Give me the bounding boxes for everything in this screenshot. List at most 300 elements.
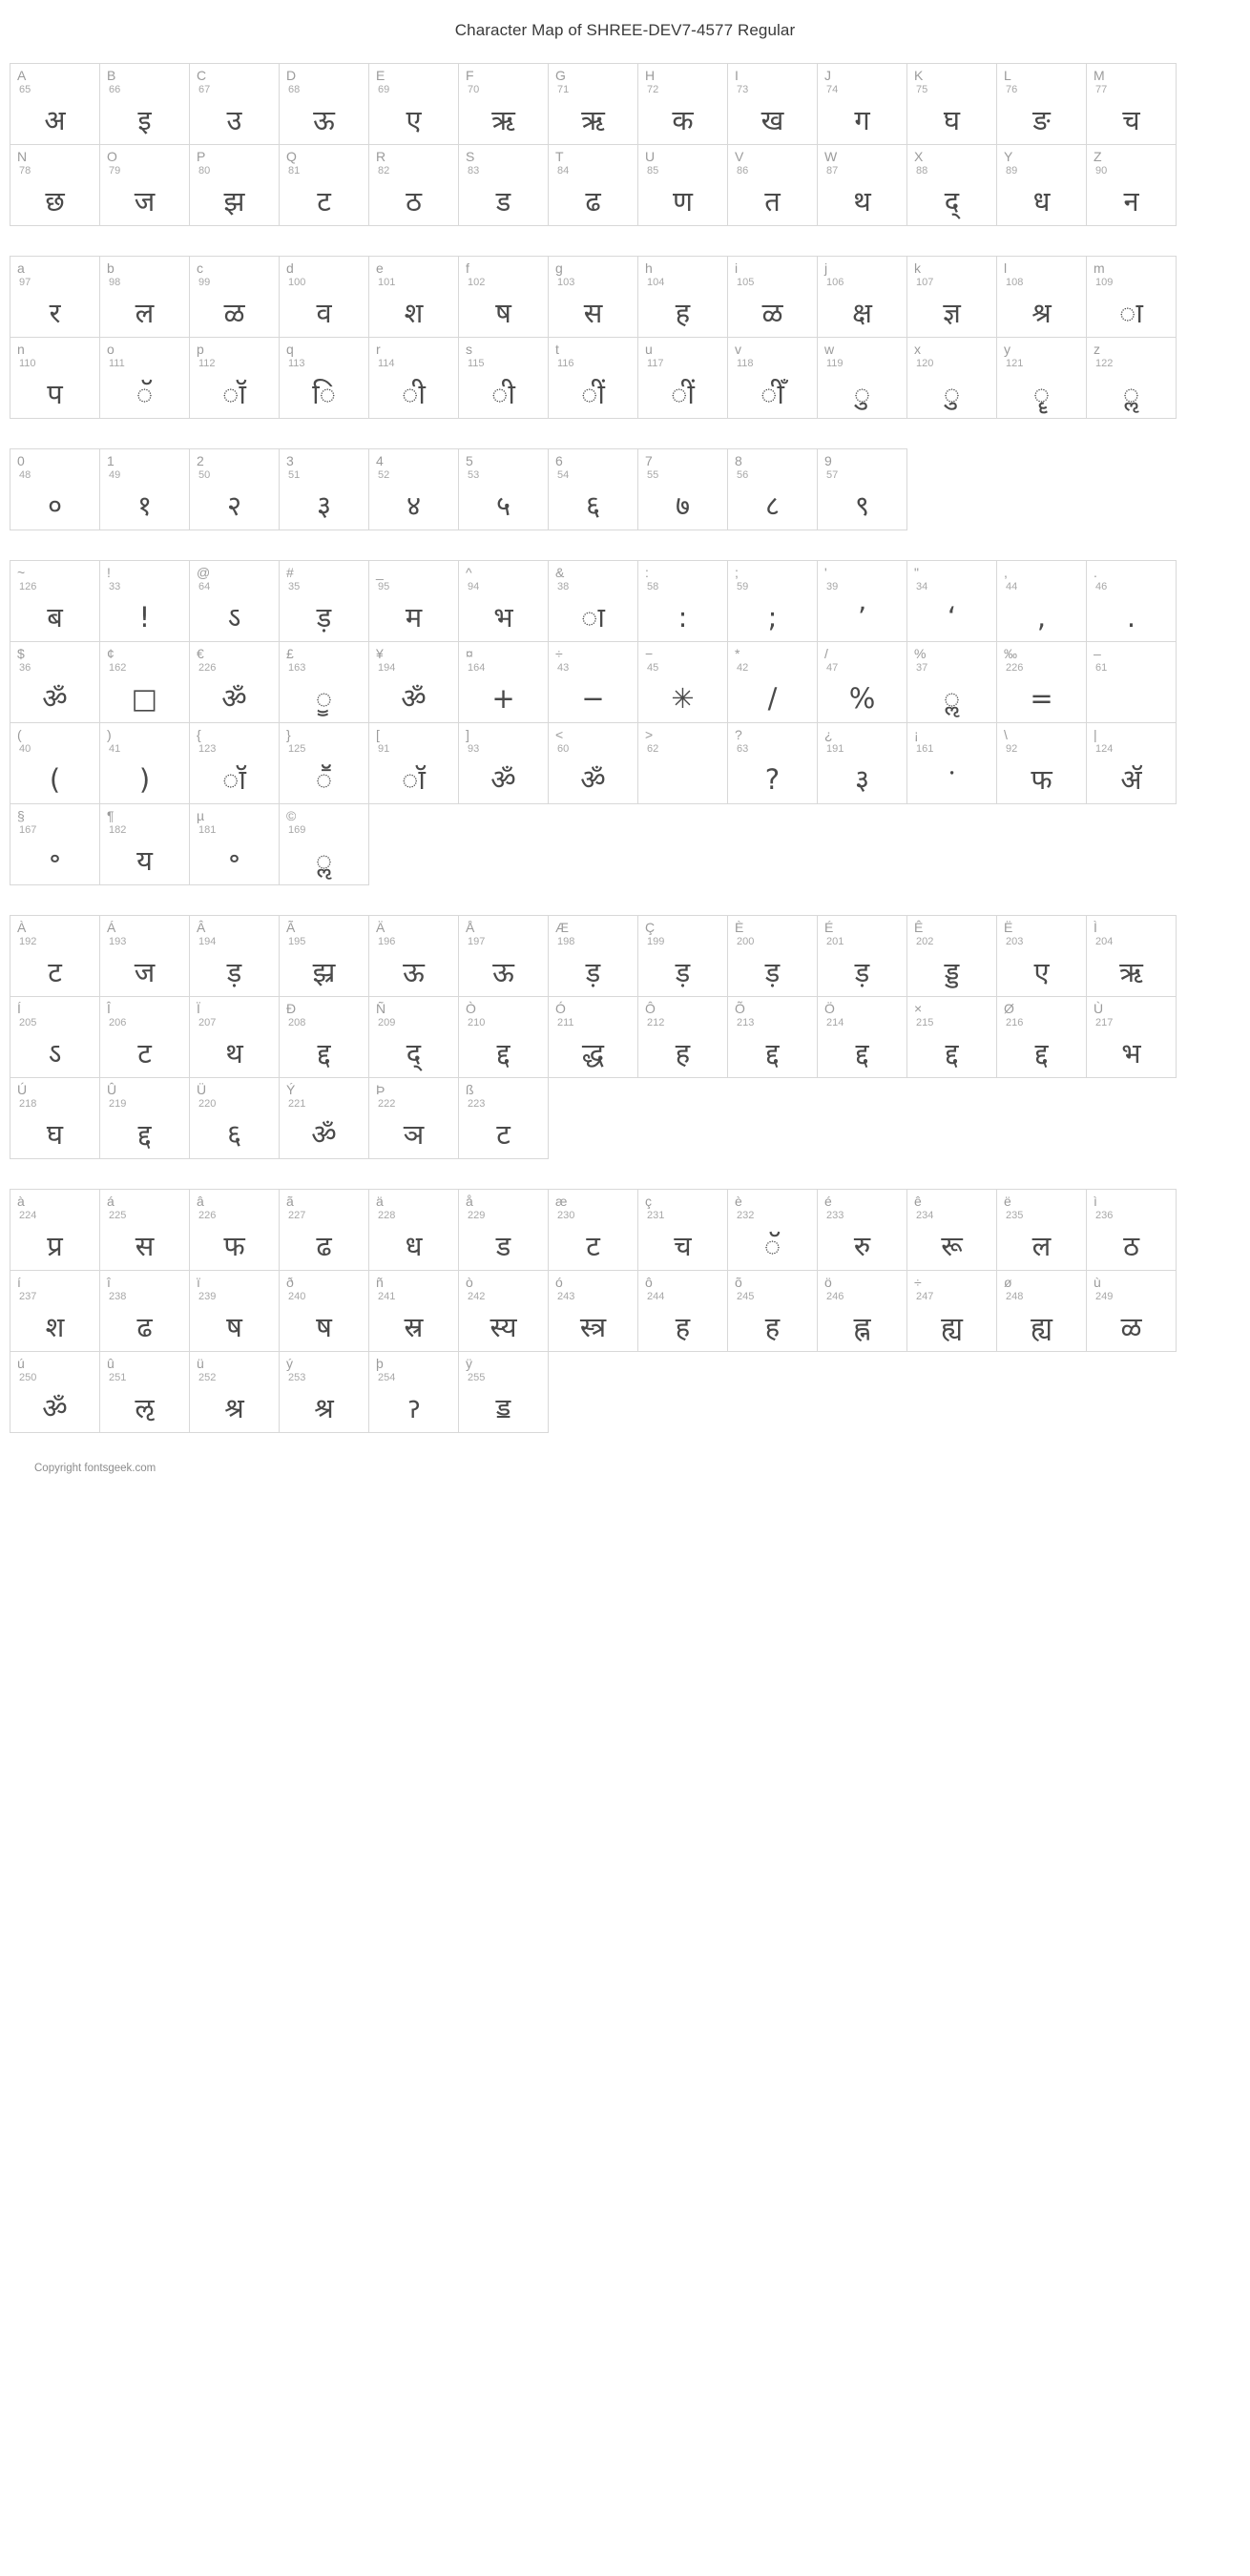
- cell-charcode: 39: [826, 581, 839, 592]
- glyph-cell[interactable]: [727, 63, 818, 145]
- cell-character: 9: [824, 453, 832, 468]
- glyph-cell[interactable]: [637, 996, 728, 1078]
- glyph-cell[interactable]: [368, 63, 459, 145]
- cell-charcode: 44: [1006, 581, 1018, 592]
- glyph-cell[interactable]: [906, 144, 997, 226]
- glyph-cell[interactable]: [548, 1270, 638, 1352]
- glyph-cell[interactable]: [817, 144, 907, 226]
- glyph-cell[interactable]: [637, 1270, 728, 1352]
- cell-character: &: [555, 565, 565, 580]
- glyph-cell[interactable]: [996, 1270, 1087, 1352]
- cell-charcode: 42: [737, 662, 749, 674]
- cell-character: t: [555, 342, 559, 357]
- glyph-cell[interactable]: [996, 144, 1087, 226]
- cell-glyph: .: [1126, 601, 1136, 634]
- glyph-cell[interactable]: [458, 996, 549, 1078]
- glyph-cell[interactable]: [10, 560, 100, 642]
- glyph-cell[interactable]: [906, 641, 997, 723]
- cell-character: É: [824, 920, 834, 935]
- cell-charcode: 34: [916, 581, 928, 592]
- glyph-cell[interactable]: [99, 641, 190, 723]
- cell-glyph: ज: [134, 956, 156, 988]
- glyph-cell[interactable]: [368, 1077, 459, 1159]
- glyph-cell[interactable]: [906, 560, 997, 642]
- glyph-cell[interactable]: [368, 448, 459, 530]
- glyph-cell[interactable]: [189, 996, 280, 1078]
- glyph-cell[interactable]: [279, 803, 369, 885]
- cell-character: ): [107, 727, 112, 742]
- cell-glyph: −: [581, 682, 605, 715]
- cell-character: |: [1094, 727, 1097, 742]
- glyph-cell[interactable]: [637, 915, 728, 997]
- cell-glyph: ऽ: [48, 1037, 62, 1070]
- glyph-cell[interactable]: [906, 722, 997, 804]
- glyph-cell[interactable]: [368, 256, 459, 338]
- glyph-cell[interactable]: [1086, 337, 1177, 419]
- glyph-cell[interactable]: [996, 63, 1087, 145]
- cell-character: ò: [466, 1275, 473, 1290]
- cell-charcode: 47: [826, 662, 839, 674]
- cell-character: _: [376, 565, 384, 580]
- glyph-cell[interactable]: [817, 641, 907, 723]
- cell-charcode: 120: [916, 358, 934, 369]
- cell-character: ;: [735, 565, 739, 580]
- glyph-cell[interactable]: [906, 1270, 997, 1352]
- glyph-cell[interactable]: [10, 1189, 100, 1271]
- glyph-cell[interactable]: [279, 1077, 369, 1159]
- cell-character: €: [197, 646, 204, 661]
- glyph-cell[interactable]: [637, 256, 728, 338]
- glyph-cell[interactable]: [637, 448, 728, 530]
- glyph-cell[interactable]: [279, 448, 369, 530]
- glyph-cell[interactable]: [279, 560, 369, 642]
- cell-charcode: 194: [198, 936, 217, 947]
- cell-glyph: द्ध: [581, 1037, 605, 1070]
- glyph-cell[interactable]: [727, 144, 818, 226]
- glyph-cell[interactable]: [996, 722, 1087, 804]
- cell-charcode: 116: [557, 358, 574, 369]
- cell-glyph: ’: [857, 601, 867, 634]
- cell-charcode: 234: [916, 1210, 934, 1221]
- cell-charcode: 222: [378, 1098, 396, 1110]
- glyph-cell[interactable]: [99, 915, 190, 997]
- glyph-cell[interactable]: [99, 996, 190, 1078]
- cell-glyph: ीं: [581, 378, 605, 410]
- glyph-cell[interactable]: [189, 722, 280, 804]
- glyph-cell[interactable]: [458, 1351, 549, 1433]
- glyph-cell[interactable]: [727, 1189, 818, 1271]
- cell-charcode: 89: [1006, 165, 1018, 177]
- glyph-cell[interactable]: [189, 915, 280, 997]
- glyph-cell[interactable]: [548, 63, 638, 145]
- glyph-cell[interactable]: [1086, 1189, 1177, 1271]
- glyph-cell[interactable]: [548, 144, 638, 226]
- cell-character: ý: [286, 1356, 293, 1371]
- glyph-cell[interactable]: [458, 722, 549, 804]
- cell-charcode: 94: [468, 581, 480, 592]
- glyph-cell[interactable]: [548, 256, 638, 338]
- cell-character: ë: [1004, 1194, 1011, 1209]
- cell-charcode: 193: [109, 936, 127, 947]
- cell-character: Ð: [286, 1001, 297, 1016]
- glyph-cell[interactable]: [189, 144, 280, 226]
- cell-character: @: [197, 565, 211, 580]
- cell-charcode: 110: [19, 358, 36, 369]
- glyph-cell[interactable]: [99, 144, 190, 226]
- glyph-cell[interactable]: [996, 256, 1087, 338]
- glyph-cell[interactable]: [637, 560, 728, 642]
- cell-glyph: ड़: [585, 956, 601, 988]
- cell-glyph: ॐ: [42, 682, 68, 715]
- glyph-cell[interactable]: [368, 1351, 459, 1433]
- cell-character: C: [197, 68, 207, 83]
- cell-glyph: ऋ: [581, 104, 605, 136]
- cell-character: 5: [466, 453, 473, 468]
- cell-charcode: 226: [1006, 662, 1024, 674]
- glyph-cell[interactable]: [10, 1077, 100, 1159]
- glyph-cell[interactable]: [10, 448, 100, 530]
- glyph-cell[interactable]: [817, 1189, 907, 1271]
- cell-glyph: □: [131, 682, 158, 715]
- cell-glyph: झ्र: [312, 956, 336, 988]
- glyph-cell[interactable]: [10, 1270, 100, 1352]
- glyph-row: [10, 1351, 1250, 1432]
- glyph-cell[interactable]: [1086, 996, 1177, 1078]
- cell-charcode: 225: [109, 1210, 127, 1221]
- cell-charcode: 38: [557, 581, 570, 592]
- cell-glyph: ॉ: [222, 763, 246, 796]
- cell-glyph: ६: [585, 489, 601, 522]
- cell-character: Ì: [1094, 920, 1097, 935]
- cell-glyph: ी: [491, 378, 515, 410]
- glyph-cell[interactable]: [996, 996, 1087, 1078]
- glyph-cell[interactable]: [996, 915, 1087, 997]
- cell-glyph: ऽ: [227, 601, 241, 634]
- glyph-row: [10, 915, 1250, 996]
- cell-character: L: [1004, 68, 1011, 83]
- glyph-cell[interactable]: [279, 1270, 369, 1352]
- glyph-cell[interactable]: [1086, 641, 1177, 723]
- glyph-cell[interactable]: [637, 641, 728, 723]
- glyph-cell[interactable]: [10, 256, 100, 338]
- glyph-cell[interactable]: [458, 63, 549, 145]
- glyph-cell[interactable]: [279, 337, 369, 419]
- cell-charcode: 224: [19, 1210, 37, 1221]
- glyph-cell[interactable]: [99, 1351, 190, 1433]
- glyph-cell[interactable]: [99, 63, 190, 145]
- glyph-cell[interactable]: [817, 915, 907, 997]
- cell-charcode: 97: [19, 277, 31, 288]
- glyph-cell[interactable]: [817, 996, 907, 1078]
- cell-character: −: [645, 646, 654, 661]
- glyph-cell[interactable]: [279, 996, 369, 1078]
- cell-glyph: ढ: [136, 1311, 153, 1343]
- cell-charcode: 95: [378, 581, 390, 592]
- cell-character: Ï: [197, 1001, 200, 1016]
- cell-character: N: [17, 149, 28, 164]
- glyph-cell[interactable]: [727, 1270, 818, 1352]
- cell-charcode: 70: [468, 84, 480, 95]
- glyph-cell[interactable]: [727, 560, 818, 642]
- cell-charcode: 245: [737, 1291, 755, 1302]
- glyph-row: [10, 63, 1250, 144]
- glyph-cell[interactable]: [10, 996, 100, 1078]
- glyph-cell[interactable]: [189, 448, 280, 530]
- glyph-cell[interactable]: [368, 1270, 459, 1352]
- cell-glyph: ा: [1119, 297, 1143, 329]
- glyph-cell[interactable]: [817, 448, 907, 530]
- glyph-cell[interactable]: [99, 1270, 190, 1352]
- cell-glyph: ढ: [316, 1230, 332, 1262]
- glyph-cell[interactable]: [10, 803, 100, 885]
- cell-glyph: ऋ: [1119, 956, 1143, 988]
- glyph-cell[interactable]: [906, 337, 997, 419]
- glyph-cell[interactable]: [906, 1189, 997, 1271]
- cell-glyph: ऌ: [135, 1392, 155, 1424]
- glyph-cell[interactable]: [189, 1189, 280, 1271]
- glyph-cell[interactable]: [906, 256, 997, 338]
- glyph-cell[interactable]: [279, 63, 369, 145]
- glyph-cell[interactable]: [548, 337, 638, 419]
- glyph-cell[interactable]: [279, 144, 369, 226]
- glyph-cell[interactable]: [99, 560, 190, 642]
- glyph-cell[interactable]: [458, 337, 549, 419]
- glyph-cell[interactable]: [817, 560, 907, 642]
- cell-character: Ô: [645, 1001, 656, 1016]
- cell-charcode: 119: [826, 358, 844, 369]
- glyph-cell[interactable]: [189, 803, 280, 885]
- cell-glyph: ॰: [228, 844, 240, 877]
- glyph-cell[interactable]: [99, 256, 190, 338]
- cell-glyph: ऊ: [403, 956, 425, 988]
- glyph-cell[interactable]: [368, 722, 459, 804]
- glyph-cell[interactable]: [189, 256, 280, 338]
- cell-glyph: ट: [496, 1118, 510, 1151]
- glyph-cell[interactable]: [10, 915, 100, 997]
- cell-glyph: व: [316, 297, 332, 329]
- glyph-cell[interactable]: [817, 722, 907, 804]
- cell-glyph: प: [47, 378, 63, 410]
- cell-glyph: ,: [1036, 601, 1047, 634]
- cell-character: ‰: [1004, 646, 1017, 661]
- glyph-cell[interactable]: [1086, 63, 1177, 145]
- glyph-cell[interactable]: [99, 448, 190, 530]
- cell-charcode: 106: [826, 277, 844, 288]
- glyph-cell[interactable]: [279, 1351, 369, 1433]
- cell-character: {: [197, 727, 201, 742]
- glyph-cell[interactable]: [727, 337, 818, 419]
- cell-character: Ä: [376, 920, 385, 935]
- glyph-cell[interactable]: [548, 641, 638, 723]
- glyph-cell[interactable]: [189, 1270, 280, 1352]
- glyph-cell[interactable]: [996, 337, 1087, 419]
- glyph-cell[interactable]: [637, 63, 728, 145]
- glyph-cell[interactable]: [996, 560, 1087, 642]
- glyph-cell[interactable]: [189, 63, 280, 145]
- cell-glyph: ॕ: [315, 763, 333, 796]
- cell-glyph: द्द: [317, 1037, 331, 1070]
- glyph-cell[interactable]: [10, 1351, 100, 1433]
- cell-charcode: 220: [198, 1098, 217, 1110]
- glyph-cell[interactable]: [548, 722, 638, 804]
- glyph-cell[interactable]: [189, 641, 280, 723]
- glyph-cell[interactable]: [458, 144, 549, 226]
- cell-character: Å: [466, 920, 475, 935]
- glyph-cell[interactable]: [10, 63, 100, 145]
- cell-character: ù: [1094, 1275, 1101, 1290]
- cell-character: d: [286, 260, 294, 276]
- cell-character: #: [286, 565, 294, 580]
- glyph-cell[interactable]: [727, 256, 818, 338]
- glyph-row: [10, 448, 1250, 530]
- cell-character: 4: [376, 453, 384, 468]
- cell-character: ü: [197, 1356, 204, 1371]
- glyph-cell[interactable]: [1086, 560, 1177, 642]
- glyph-cell[interactable]: [279, 1189, 369, 1271]
- cell-charcode: 83: [468, 165, 480, 177]
- glyph-cell[interactable]: [1086, 256, 1177, 338]
- cell-character: ÷: [914, 1275, 922, 1290]
- glyph-cell[interactable]: [368, 1189, 459, 1271]
- glyph-cell[interactable]: [10, 722, 100, 804]
- glyph-cell[interactable]: [637, 337, 728, 419]
- cell-character: a: [17, 260, 25, 276]
- glyph-cell[interactable]: [189, 1351, 280, 1433]
- cell-character: *: [735, 646, 740, 661]
- glyph-cell[interactable]: [368, 144, 459, 226]
- glyph-cell[interactable]: [1086, 1270, 1177, 1352]
- cell-character: 3: [286, 453, 294, 468]
- cell-character: O: [107, 149, 117, 164]
- glyph-cell[interactable]: [458, 1270, 549, 1352]
- glyph-cell[interactable]: [548, 996, 638, 1078]
- cell-character: %: [914, 646, 927, 661]
- cell-character: Ó: [555, 1001, 566, 1016]
- glyph-cell[interactable]: [1086, 722, 1177, 804]
- glyph-cell[interactable]: [458, 256, 549, 338]
- glyph-cell[interactable]: [10, 337, 100, 419]
- cell-charcode: 56: [737, 469, 749, 481]
- glyph-cell[interactable]: [906, 63, 997, 145]
- cell-glyph: ह: [675, 1311, 691, 1343]
- glyph-cell[interactable]: [727, 915, 818, 997]
- glyph-cell[interactable]: [727, 448, 818, 530]
- cell-character: À: [17, 920, 27, 935]
- glyph-cell[interactable]: [10, 144, 100, 226]
- cell-character: Í: [17, 1001, 21, 1016]
- glyph-cell[interactable]: [996, 641, 1087, 723]
- cell-charcode: 235: [1006, 1210, 1024, 1221]
- cell-character: G: [555, 68, 566, 83]
- glyph-cell[interactable]: [99, 803, 190, 885]
- cell-charcode: 218: [19, 1098, 37, 1110]
- glyph-cell[interactable]: [637, 722, 728, 804]
- glyph-cell[interactable]: [1086, 915, 1177, 997]
- cell-glyph: द्: [944, 185, 960, 218]
- glyph-cell[interactable]: [817, 1270, 907, 1352]
- glyph-cell[interactable]: [548, 915, 638, 997]
- glyph-cell[interactable]: [458, 641, 549, 723]
- glyph-cell[interactable]: [99, 1189, 190, 1271]
- cell-glyph: ९: [854, 489, 870, 522]
- cell-glyph: थ: [853, 185, 871, 218]
- glyph-cell[interactable]: [817, 63, 907, 145]
- glyph-cell[interactable]: [368, 915, 459, 997]
- glyph-cell[interactable]: [906, 996, 997, 1078]
- glyph-cell[interactable]: [1086, 144, 1177, 226]
- cell-glyph: ा: [581, 601, 605, 634]
- cell-charcode: 213: [737, 1017, 755, 1028]
- glyph-cell[interactable]: [279, 641, 369, 723]
- glyph-cell[interactable]: [458, 448, 549, 530]
- cell-glyph: ख: [760, 104, 784, 136]
- glyph-cell[interactable]: [279, 722, 369, 804]
- glyph-cell[interactable]: [99, 1077, 190, 1159]
- glyph-cell[interactable]: [458, 915, 549, 997]
- glyph-cell[interactable]: [10, 641, 100, 723]
- glyph-cell[interactable]: [458, 1077, 549, 1159]
- glyph-cell[interactable]: [637, 144, 728, 226]
- cell-glyph: इ: [137, 104, 152, 136]
- glyph-cell[interactable]: [368, 996, 459, 1078]
- glyph-cell[interactable]: [458, 1189, 549, 1271]
- glyph-cell[interactable]: [368, 337, 459, 419]
- glyph-cell[interactable]: [99, 722, 190, 804]
- cell-character: ñ: [376, 1275, 384, 1290]
- glyph-cell[interactable]: [368, 641, 459, 723]
- glyph-block: [10, 256, 1250, 418]
- cell-glyph: ष: [226, 1311, 242, 1343]
- glyph-cell[interactable]: [368, 560, 459, 642]
- glyph-cell[interactable]: [99, 337, 190, 419]
- glyph-cell[interactable]: [637, 1189, 728, 1271]
- cell-character: È: [735, 920, 744, 935]
- cell-glyph: उ: [226, 104, 242, 136]
- glyph-cell[interactable]: [189, 1077, 280, 1159]
- cell-charcode: 246: [826, 1291, 844, 1302]
- glyph-cell[interactable]: [727, 641, 818, 723]
- cell-charcode: 163: [288, 662, 306, 674]
- cell-glyph: ?: [764, 763, 781, 796]
- cell-glyph: ीं: [671, 378, 695, 410]
- cell-glyph: ४: [406, 489, 422, 522]
- glyph-cell[interactable]: [458, 560, 549, 642]
- glyph-cell[interactable]: [548, 1189, 638, 1271]
- glyph-cell[interactable]: [548, 448, 638, 530]
- cell-charcode: 219: [109, 1098, 127, 1110]
- cell-glyph: ट: [317, 185, 331, 218]
- glyph-cell[interactable]: [727, 722, 818, 804]
- glyph-cell[interactable]: [996, 1189, 1087, 1271]
- cell-charcode: 123: [198, 743, 217, 755]
- cell-glyph: ज्ञ: [943, 297, 961, 329]
- glyph-cell[interactable]: [817, 337, 907, 419]
- glyph-cell[interactable]: [906, 915, 997, 997]
- cell-glyph: %: [848, 682, 876, 715]
- cell-charcode: 124: [1095, 743, 1114, 755]
- glyph-cell[interactable]: [189, 560, 280, 642]
- cell-charcode: 99: [198, 277, 211, 288]
- cell-charcode: 214: [826, 1017, 844, 1028]
- glyph-cell[interactable]: [727, 996, 818, 1078]
- cell-character: û: [107, 1356, 115, 1371]
- glyph-cell[interactable]: [189, 337, 280, 419]
- glyph-cell[interactable]: [817, 256, 907, 338]
- glyph-cell[interactable]: [279, 256, 369, 338]
- glyph-cell[interactable]: [548, 560, 638, 642]
- cell-glyph: द्द: [137, 1118, 152, 1151]
- glyph-cell[interactable]: [279, 915, 369, 997]
